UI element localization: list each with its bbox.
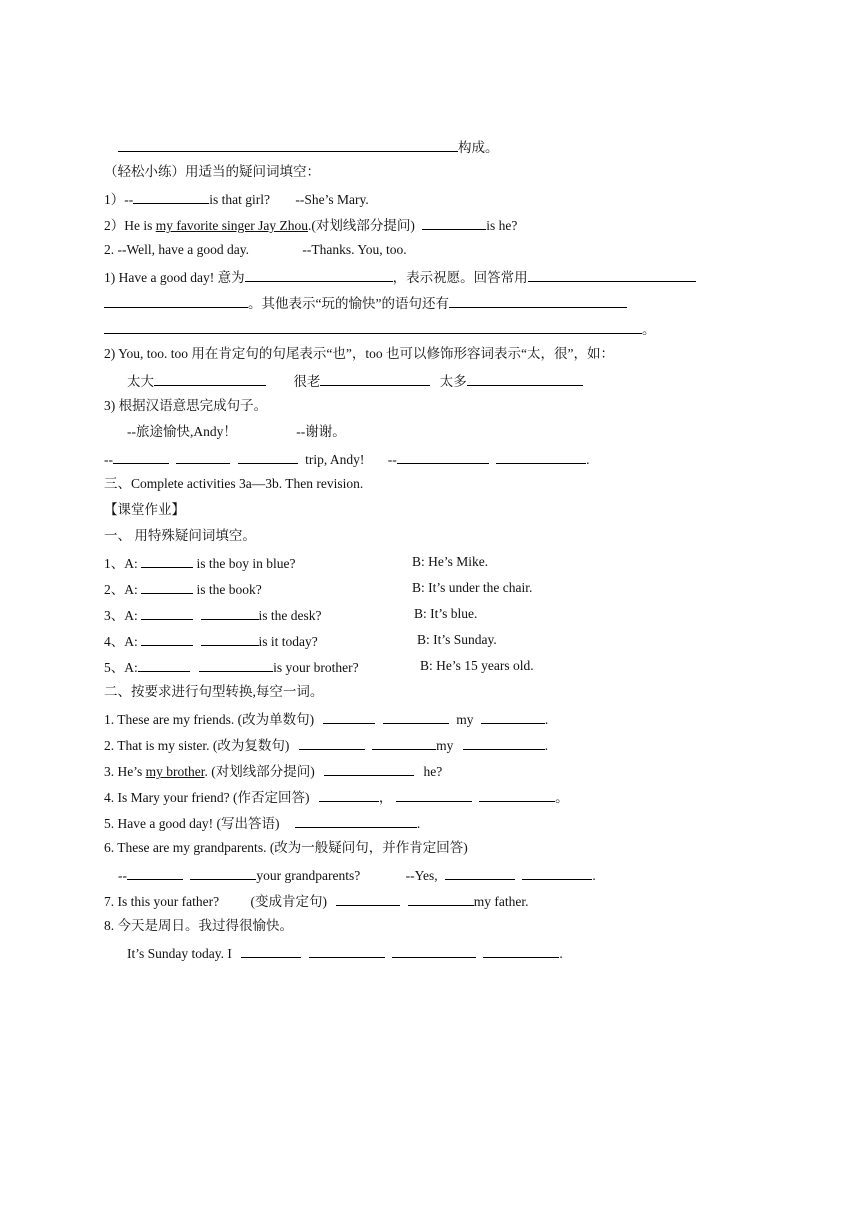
- answer-blank[interactable]: [133, 189, 209, 204]
- homework-heading: 【课堂作业】: [104, 502, 185, 517]
- answer-blank[interactable]: [138, 657, 190, 672]
- answer-blank[interactable]: [238, 449, 298, 464]
- note-3-chinese: --旅途愉快,Andy！ --谢谢。: [127, 424, 346, 439]
- list-item: 2、A: is the book? B: It’s under the chair.: [104, 580, 533, 597]
- note-1-cont: 。其他表示“玩的愉快”的语句还有: [104, 293, 627, 313]
- note-3: 3) 根据汉语意思完成句子。: [104, 398, 268, 413]
- answer-blank[interactable]: [141, 605, 193, 620]
- answer-blank[interactable]: [463, 735, 545, 750]
- answer-blank[interactable]: [422, 215, 486, 230]
- answer-blank[interactable]: [323, 709, 375, 724]
- answer-blank[interactable]: [154, 371, 266, 386]
- list-item: 6. These are my grandparents. (改为一般疑问句，并作肯定回答): [104, 840, 468, 855]
- list-item: 8. 今天是周日。我过得很愉快。: [104, 918, 293, 933]
- answer-blank[interactable]: [383, 709, 449, 724]
- practice-heading: （轻松小练）用适当的疑问词填空：: [104, 164, 320, 179]
- practice-q1: 1）-- is that girl? --She’s Mary.: [104, 189, 369, 209]
- answer-blank[interactable]: [445, 865, 515, 880]
- note-1-end: 。: [104, 319, 656, 339]
- practice-q2: 2）He is my favorite singer Jay Zhou.(对划线部分提问) is he?: [104, 215, 517, 235]
- answer-blank[interactable]: [496, 449, 586, 464]
- list-item: 5、A: is your brother? B: He’s 15 years old.: [104, 658, 534, 675]
- answer-blank[interactable]: [141, 553, 193, 568]
- answer-blank[interactable]: [320, 371, 430, 386]
- answer-blank[interactable]: [104, 293, 248, 308]
- answer-blank[interactable]: [295, 813, 417, 828]
- underlined-phrase: my favorite singer Jay Zhou: [155, 218, 308, 233]
- section-3: 三、Complete activities 3a—3b. Then revision.: [104, 476, 364, 491]
- list-item: 7. Is this your father? (变成肯定句) my father.: [104, 891, 528, 911]
- answer-blank[interactable]: [336, 891, 400, 906]
- answer-blank[interactable]: [199, 657, 273, 672]
- list-item: 3. He’s my brother. (对划线部分提问) he?: [104, 761, 442, 781]
- answer-blank[interactable]: [245, 267, 393, 282]
- answer-blank[interactable]: [408, 891, 474, 906]
- answer-blank[interactable]: [479, 787, 555, 802]
- list-item: 4、A: is it today? B: It’s Sunday.: [104, 632, 497, 649]
- answer-blank[interactable]: [396, 787, 472, 802]
- list-item-answer: It’s Sunday today. I .: [127, 943, 563, 963]
- answer-blank[interactable]: [299, 735, 365, 750]
- list-item: 3、A: is the desk? B: It’s blue.: [104, 606, 478, 623]
- answer-blank[interactable]: [528, 267, 696, 282]
- answer-blank[interactable]: [481, 709, 545, 724]
- answer-blank[interactable]: [113, 449, 169, 464]
- answer-blank[interactable]: [104, 319, 642, 334]
- answer-blank[interactable]: [522, 865, 592, 880]
- exercise-1-heading: 一、 用特殊疑问词填空。: [104, 528, 256, 543]
- note-2-examples: 太大 很老 太多: [127, 371, 583, 391]
- answer-blank[interactable]: [118, 137, 458, 152]
- answer-blank[interactable]: [176, 449, 230, 464]
- answer-blank[interactable]: [397, 449, 489, 464]
- answer-blank[interactable]: [483, 943, 559, 958]
- list-item: 4. Is Mary your friend? (作否定回答) ， 。: [104, 787, 569, 807]
- answer-blank[interactable]: [309, 943, 385, 958]
- list-item: 2. That is my sister. (改为复数句) my .: [104, 735, 548, 755]
- answer-blank[interactable]: [467, 371, 583, 386]
- answer-blank[interactable]: [372, 735, 436, 750]
- answer-blank[interactable]: [201, 605, 259, 620]
- answer-blank[interactable]: [319, 787, 379, 802]
- answer-blank[interactable]: [141, 631, 193, 646]
- underlined-phrase: my brother: [145, 764, 205, 779]
- answer-blank[interactable]: [324, 761, 414, 776]
- answer-blank[interactable]: [201, 631, 259, 646]
- answer-blank[interactable]: [141, 579, 193, 594]
- line-intro-end: 构成。: [118, 137, 499, 157]
- answer-blank[interactable]: [127, 865, 183, 880]
- list-item: 1. These are my friends. (改为单数句) my .: [104, 709, 548, 729]
- answer-blank[interactable]: [190, 865, 256, 880]
- answer-blank[interactable]: [241, 943, 301, 958]
- list-item: 5. Have a good day! (写出答语) .: [104, 813, 420, 833]
- note-2: 2) You, too. too 用在肯定句的句尾表示“也”，too 也可以修饰形容词表示“太，很”，如：: [104, 346, 614, 361]
- list-item-answer: -- your grandparents? --Yes, .: [118, 865, 596, 885]
- exercise-2-heading: 二、按要求进行句型转换,每空一词。: [104, 684, 324, 699]
- answer-blank[interactable]: [449, 293, 627, 308]
- note-1: 1) Have a good day! 意为 ，表示祝愿。回答常用: [104, 267, 696, 287]
- note-3-english: -- trip, Andy! -- .: [104, 449, 590, 469]
- list-item: 1、A: is the boy in blue? B: He’s Mike.: [104, 554, 489, 571]
- dialogue-line: 2. --Well, have a good day. --Thanks. You, too.: [104, 242, 407, 257]
- answer-blank[interactable]: [392, 943, 476, 958]
